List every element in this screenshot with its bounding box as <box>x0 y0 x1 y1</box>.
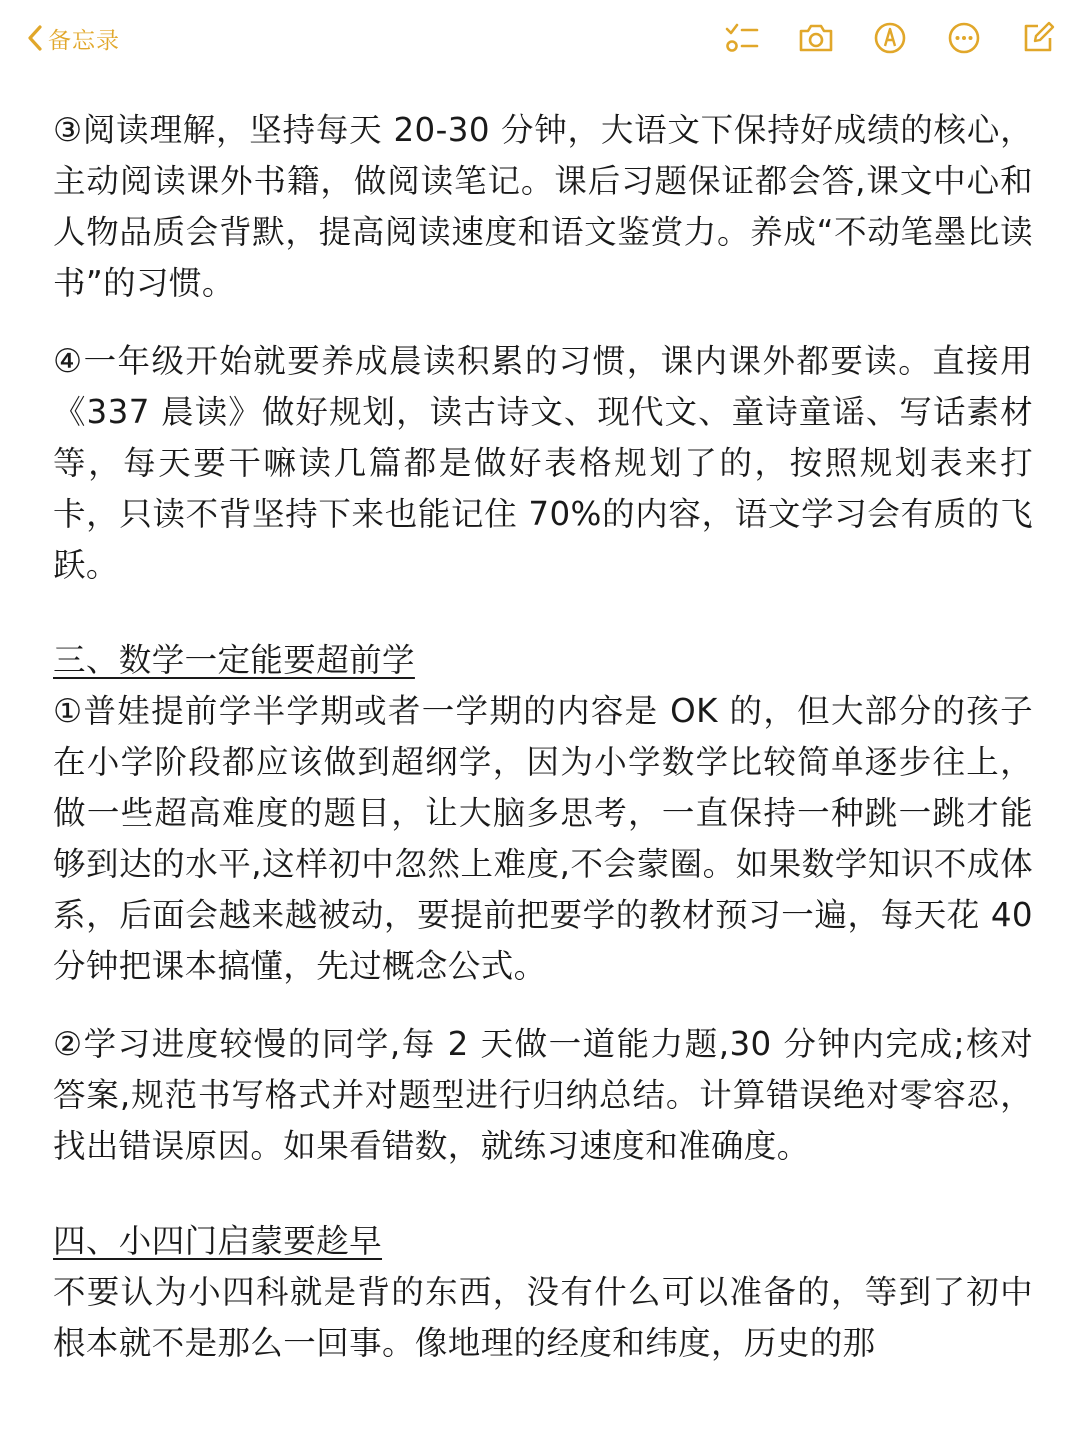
compose-icon <box>1021 21 1055 55</box>
section-spacer <box>53 591 1033 635</box>
compose-button[interactable] <box>1018 18 1058 58</box>
checklist-icon <box>724 21 760 55</box>
note-paragraph-morning-reading: ④一年级开始就要养成晨读积累的习惯，课内课外都要读。直接用《337 晨读》做好规划，读古诗文、现代文、童诗童谣、写话素材等，每天要干嘛读几篇都是做好表格规划了的，按照规划表来打卡，只读不背坚持下来也能记住 70%的内容，语文学习会有质的飞跃。 <box>53 342 1033 584</box>
markup-pen-icon <box>873 21 907 55</box>
back-label: 备忘录 <box>48 27 120 54</box>
section-heading-math: 三、数学一定能要超前学 <box>53 641 415 679</box>
back-button[interactable] <box>26 20 120 56</box>
section-heading-minor-subjects: 四、小四门启蒙要趁早 <box>53 1222 383 1260</box>
chevron-left-icon <box>26 23 44 53</box>
toolbar-actions <box>688 18 1058 58</box>
note-paragraph-math-practice: ②学习进度较慢的同学,每 2 天做一道能力题,30 分钟内完成;核对答案,规范书写格式并对题型进行归纳总结。计算错误绝对零容忍，找出错误原因。如果看错数，就练习速度和准确度。 <box>53 1025 1033 1165</box>
notes-toolbar <box>0 0 1080 80</box>
note-paragraph-math-advance: ①普娃提前学半学期或者一学期的内容是 OK 的，但大部分的孩子在小学阶段都应该做到超纲学，因为小学数学比较简单逐步往上，做一些超高难度的题目，让大脑多思考，一直保持一种跳一跳才能够到达的水平,这样初中忽然上难度,不会蒙圈。如果数学知识不成体系，后面会越来越被动，要提前把要学的教材预习一遍，每天花 40 分钟把课本搞懂，先过概念公式。 <box>53 692 1033 985</box>
checklist-button[interactable] <box>722 18 762 58</box>
note-body[interactable] <box>53 105 1033 1369</box>
note-paragraph-minor-subjects: 不要认为小四科就是背的东西，没有什么可以准备的，等到了初中根本就不是那么一回事。像地理的经度和纬度，历史的那 <box>53 1273 1033 1362</box>
more-button[interactable] <box>944 18 984 58</box>
markup-button[interactable] <box>870 18 910 58</box>
paragraph-spacer <box>53 992 1033 1019</box>
more-icon <box>947 21 981 55</box>
camera-icon <box>797 22 835 54</box>
section-spacer <box>53 1172 1033 1216</box>
camera-button[interactable] <box>796 18 836 58</box>
note-paragraph-reading: ③阅读理解，坚持每天 20-30 分钟，大语文下保持好成绩的核心，主动阅读课外书籍，做阅读笔记。课后习题保证都会答,课文中心和人物品质会背默，提高阅读速度和语文鉴赏力。养成“不动笔墨比读书”的习惯。 <box>53 111 1033 302</box>
paragraph-spacer <box>53 309 1033 336</box>
